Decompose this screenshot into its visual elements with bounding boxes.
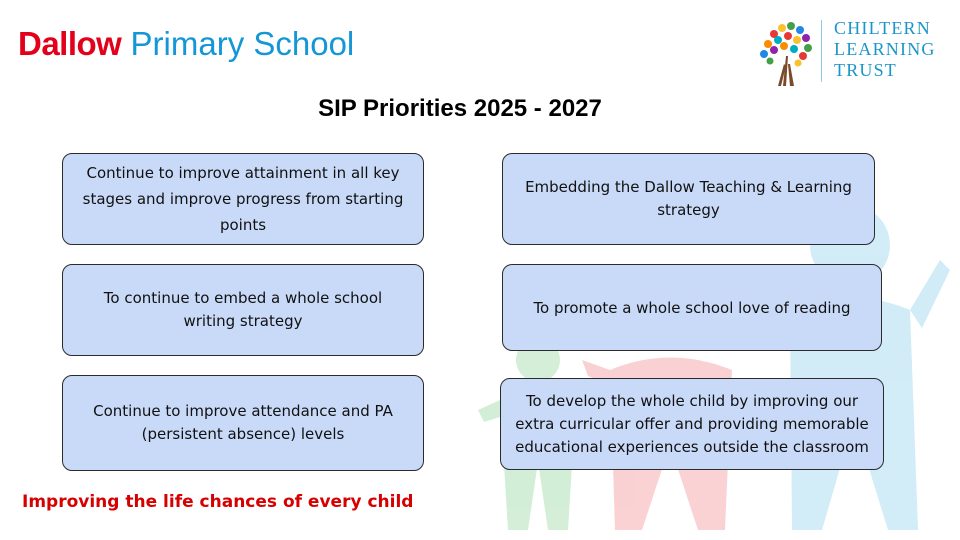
priority-text: Continue to improve attendance and PA (persistent absence) levels [93,402,393,443]
priority-box-attendance [62,375,424,471]
trust-name-line2: LEARNING [834,39,936,59]
priority-box-whole-child [500,378,884,470]
school-name-rest: Primary School [130,25,355,62]
trust-name-line3: TRUST [834,60,898,80]
trust-logo-divider [821,20,822,82]
priority-text: To promote a whole school love of reading [533,298,851,317]
background-children-figures [470,200,960,540]
school-name-bold: Dallow [18,25,122,62]
trust-name-line1: CHILTERN [834,18,931,38]
trust-name [834,18,936,81]
priority-box-reading [502,264,882,351]
school-motto: Improving the life chances of every child [22,492,414,512]
priority-box-teaching-learning [502,153,875,245]
priority-text: Embedding the Dallow Teaching & Learning strategy [525,178,852,219]
priority-box-writing [62,264,424,356]
priority-text: Continue to improve attainment in all key stages and improve progress from starting points [82,164,404,234]
slide-title-text: SIP Priorities 2025 - 2027 [318,95,602,122]
school-name [18,24,354,64]
priority-text: To develop the whole child by improving our extra curricular offer and providing memorable educational experiences outside the classroom [515,391,869,456]
slide-title [0,95,920,123]
priority-box-attainment [62,153,424,245]
priority-text: To continue to embed a whole school writing strategy [103,289,383,330]
